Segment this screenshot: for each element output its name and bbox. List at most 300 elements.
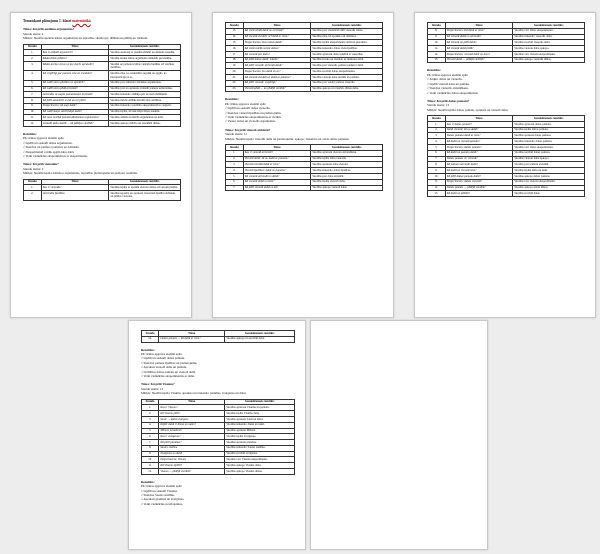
row-number: 9. — [142, 451, 159, 457]
topic-heading-2: Tēma: Kā pētīt vienotā atrisināt? — [225, 127, 271, 132]
result-intro: Pēc tēmas apguves skolēni spēs: — [225, 101, 267, 106]
lesson-table-2 — [141, 399, 295, 475]
row-result: Skolēns vienotu dabu apkopo. — [513, 156, 585, 162]
row-result: Skolēns veic Visuma eksperimentu. — [225, 457, 295, 463]
header-result: Sasniedzamais rezultāts — [225, 331, 295, 337]
row-topic: Eksperimentu: dabas vienotā? — [445, 179, 513, 185]
result-item: √ Eksperimentē vairāk apgūt dabu dabā. — [23, 149, 75, 154]
lesson-table-body — [142, 336, 295, 342]
lesson-table — [225, 22, 383, 92]
result-list — [23, 141, 181, 159]
row-result: Skolēns apkopo un vienādo tēmas dabu. — [311, 86, 383, 92]
row-result: Skolēns izpēta eksperimentu dabā un pieraksta. — [311, 40, 383, 46]
row-topic: Vienotā dabā — pēdējā vienībā? — [445, 57, 513, 63]
row-result: Skolēns aptuveni dabu saistībā ar vienotām. — [311, 51, 383, 57]
row-number: 3. — [226, 162, 244, 168]
table-row — [226, 185, 383, 191]
row-topic: Zvaigznes un dabā — [159, 451, 225, 457]
table-row — [142, 336, 295, 342]
row-number: 16. — [226, 46, 244, 52]
row-result: Skolēns izpēta dabas pamatu. — [513, 127, 585, 133]
row-number: 20. — [226, 69, 244, 75]
row-number: 4. — [226, 168, 244, 174]
row-topic: Eksperimentu: vienotā dabā un tiem? — [445, 51, 513, 57]
row-result: Skolēns vienotu dabu izvēlās un pamatu. — [311, 75, 383, 81]
row-number: 8. — [24, 98, 42, 104]
row-topic: Kā pamatu atrisināt dabā? — [445, 162, 513, 168]
row-number: 9. — [428, 168, 446, 174]
row-topic: Dabas pamats — kā dabā ar tiem? — [159, 336, 225, 342]
row-result: Skolēns izpēta dabu un tiem. — [513, 168, 585, 174]
header-topic: Tēma — [243, 23, 311, 29]
lesson-table-2 — [23, 179, 181, 201]
row-result: Skolēns apkopo dabas pamatu. — [513, 173, 585, 179]
lesson-table-body — [226, 28, 383, 92]
goal-line-2: Mērķis: Skolēni izpēta vienotās dabu un pielietojumu, apkopo, izskaidro un veido dabas pamatus. — [225, 136, 350, 141]
row-result: Skolēns vienotu dabu apkopo. — [513, 46, 585, 52]
row-topic: Kā vadīt vienu pēdā atrisināt? — [41, 86, 109, 92]
row-number: 22. — [226, 80, 244, 86]
header-topic: Tēma — [445, 23, 513, 29]
row-result: Skolēns aptuveni vienotu atrisināšanu. — [311, 150, 383, 156]
hours-line-2: Stundu skaits: 13 — [427, 103, 449, 108]
row-number: 1. — [226, 150, 244, 156]
header-num: Stunda — [24, 44, 42, 50]
row-number: 1. — [428, 121, 446, 127]
row-number: 13. — [428, 57, 446, 63]
row-number: 10. — [142, 457, 159, 463]
topic-heading-2: Tēma: Kā pētīt Visumu? — [141, 382, 175, 387]
row-number: 1. — [24, 185, 42, 191]
row-topic: Eksperimentu: kā augt dabā? — [41, 103, 109, 109]
row-result: Skolēns veic vienotu eksperimentu. — [513, 179, 585, 185]
row-number: 8. — [428, 162, 446, 168]
row-number: 5. — [24, 80, 42, 86]
row-result: Skolēns izpēta ar apzināt vienotu dabas arī veicam jāattīst. — [109, 185, 181, 191]
row-topic: Dabā vienotā: kā un dabā? — [445, 127, 513, 133]
header-result: Sasniedzamais rezultāts — [513, 116, 585, 122]
row-number: 7. — [226, 185, 244, 191]
result-item: √ Veikt vienkāršus eksperimentus ar dabu. — [141, 374, 195, 378]
row-number: 13. — [226, 28, 244, 34]
row-number: 12. — [428, 51, 446, 57]
row-result: Skolēns novērtē vienotās dabu. — [513, 40, 585, 46]
result-title: Rezultāts: — [23, 131, 37, 136]
lesson-table-body — [142, 405, 295, 474]
row-result: Skolēns apkopo un novērtē dabu. — [225, 336, 295, 342]
hours-line-2: Stundu skaits: 13 — [141, 386, 163, 391]
row-topic: Dabas pamats — pēdējā vienībā? — [445, 185, 513, 191]
row-number: 4. — [428, 139, 446, 145]
row-topic: Kādas darba veicas un kur darbs aprakstīs? — [41, 61, 109, 70]
topic-heading: Tēma: Kā pētīt attāliem argumentus? — [23, 27, 75, 32]
row-number: 18. — [226, 57, 244, 63]
row-result: Skolēns novērtē zvaigznes. — [225, 451, 295, 457]
row-number: 4. — [24, 71, 42, 80]
header-num: Stunda — [24, 179, 42, 185]
row-number: 6. — [24, 86, 42, 92]
row-number: 12. — [24, 121, 42, 127]
row-topic: Kā vietā vairāk notiek dabas? — [243, 46, 311, 52]
row-topic: Kas ir zvaigznes? — [159, 434, 225, 440]
row-result: Skolēns izskaidro dienu un nakti. — [225, 422, 295, 428]
row-result: Skolēns izskaidro rezultātu eksperimentā no augiem. — [109, 103, 181, 109]
row-topic: Kā dabā un vienotā pamatu? — [445, 139, 513, 145]
row-topic: Atrisinātu īpašības — [41, 191, 109, 200]
lesson-table-body — [24, 50, 181, 127]
result-item: √ Skaidrot pamata īpašības un pielietojumu. — [141, 360, 198, 365]
result-item: √ Veikt vienkāršus dabas eksperimentus. — [427, 90, 479, 95]
lesson-table-body — [428, 28, 585, 63]
row-result: Skolēns prot vienkāršā rādīt vienotās dabas. — [311, 28, 383, 34]
row-number: 9. — [24, 103, 42, 109]
row-number: 4. — [142, 422, 159, 428]
row-number: 15. — [226, 40, 244, 46]
document-title-text: Tematskaut plānojums 1. klasei — [23, 19, 73, 23]
row-number: 1. — [24, 50, 42, 56]
row-topic: Kā vadīt skaņu saistīt kāpā dabā? — [41, 109, 109, 115]
header-result: Sasniedzamais rezultāts — [513, 23, 585, 29]
row-number: 2. — [142, 411, 159, 417]
header-result: Sasniedzamais rezultāts — [109, 44, 181, 50]
header-topic: Tēma — [41, 44, 109, 50]
row-topic: Kā vienotā dabā pēdā? — [445, 46, 513, 52]
goal-line-2: Mērķis: Skolēni izpēta dabiskos argumentus, izpratību, pielietojuma un pielietot rezultātu. — [23, 171, 138, 176]
row-topic: Kas ir vienotā atrisināt? — [243, 150, 311, 156]
row-topic: Vienotā pēdā — ko pēdējā vienībā? — [243, 86, 311, 92]
row-topic: Kā vienotā vienādi: arī dabā ar tiem? — [243, 34, 311, 40]
row-result: Skolēns novērtē dabu. — [513, 191, 585, 197]
row-result: Skolēns apkopo mācīto un vienkārši tēmas. — [109, 121, 181, 127]
header-topic: Tēma — [445, 116, 513, 122]
result-item: √ Skaidrot vienotās atrisināšanu. — [427, 86, 469, 91]
row-topic: Kā vienotā par dabu? — [243, 51, 311, 57]
row-result: Skolēns attīstīs un mācās argumentus uz tiem. — [109, 115, 181, 121]
row-topic: Kā pētīt sabiedrīst un kā un tur pētīt? — [41, 98, 109, 104]
topic-heading-2: Tēma: Kā pētīt vienotām? — [23, 162, 59, 167]
row-topic: Vienotā dabā: kā un dabā ar pamatu? — [243, 156, 311, 162]
hours-line-2: Stundu skaits: 2 — [23, 166, 44, 171]
result-list — [141, 356, 295, 378]
result-intro-2: Pēc tēmas apguves skolēni spēs: — [141, 484, 183, 489]
row-result: Skolēns aptuveni ar jaunām zīmēm un atlikuši arsenālu. — [109, 50, 181, 56]
result-item: √ Veikt vienkāršus eksperimentus ar vielām. — [225, 115, 282, 119]
row-number: 13. — [428, 191, 446, 197]
row-result: Skolēns izpēta Visuma dabu. — [225, 411, 295, 417]
row-result: Skolēns apraksta Mēnesi. — [225, 428, 295, 434]
row-topic: Kā sava sevišķā pamatā dāvājumus argumentus? — [41, 115, 109, 121]
result-item: √ Izpētīt un saskatīt dabas argumentus. — [23, 140, 73, 145]
lesson-table — [23, 44, 181, 127]
result-item: √ Apraksta vienotā dabu un pamatu. — [141, 365, 188, 370]
row-number: 7. — [142, 440, 159, 446]
header-result: Sasniedzamais rezultāts — [109, 179, 181, 185]
header-num: Stunda — [226, 145, 244, 151]
row-topic: Kā vienotā dabā un tiem? — [243, 179, 311, 185]
result-item: √ Skaidrot Saules sistēmu. — [141, 493, 175, 497]
row-number: 11. — [428, 46, 446, 52]
row-number: 10. — [428, 40, 446, 46]
header-result: Sasniedzamais rezultāts — [311, 145, 383, 151]
document-page-3 — [414, 12, 596, 318]
row-topic: Kāpēc dabā ir diena un nakts? — [159, 422, 225, 428]
header-result: Sasniedzamais rezultāts — [311, 23, 383, 29]
row-result: Skolēns apkopo Visuma tēmas. — [225, 469, 295, 475]
row-number: 9. — [428, 34, 446, 40]
lesson-table-2 — [427, 115, 585, 197]
row-number: 3. — [142, 416, 159, 422]
row-number: 12. — [428, 185, 446, 191]
row-topic: Eksperimentu: dabas pamats? — [445, 145, 513, 151]
result-item: √ Izpētīt un saskatīt dabas vienotās. — [225, 106, 271, 111]
result-item: √ Vienot dabas un vienotās argumentus. — [225, 119, 276, 124]
result-item: √ Izpētīt un saskatīt Visumu. — [141, 488, 178, 493]
row-result: Skolēni uz pamata izvēlas vienādu biežāku arī vairākas darbības. — [109, 61, 181, 70]
row-topic: Kas ir vienotās? — [41, 185, 109, 191]
row-result: Skolēns apraksta Sauli un dabu. — [225, 416, 295, 422]
row-topic: Kā pētīt planētas? — [159, 440, 225, 446]
row-number: 6. — [428, 150, 446, 156]
row-result: Skolēns apraksta planētas. — [225, 440, 295, 446]
hours-line-2: Stundu skaits: 11 — [225, 132, 247, 137]
row-topic: Kā vienotā un pētīt dabā? — [445, 40, 513, 46]
row-result: Skolēns prot vienotās pamatu pielietot dabā. — [311, 63, 383, 69]
table-row — [142, 469, 295, 475]
table-row — [24, 61, 181, 70]
result-title: Rezultāts: — [427, 68, 441, 73]
table-row — [24, 191, 181, 200]
row-result: Skolēns novērtē dabas pamatu. — [513, 150, 585, 156]
topic-heading-2: Tēma: Kā pētīt dabas pamatu? — [427, 98, 470, 103]
row-topic: Kā pētīt vienotā: atrisināt dabā? — [243, 63, 311, 69]
result-title: Rezultāts: — [225, 97, 239, 102]
table-row — [428, 191, 585, 197]
result-item: √ Atšķirt dabas un vienotās. — [427, 77, 463, 82]
row-number: 1. — [142, 405, 159, 411]
row-topic: Kas ir dabas pamats? — [445, 121, 513, 127]
row-number: 8. — [428, 28, 446, 34]
row-result: Skolēns prot dabu atrisināt. — [311, 173, 383, 179]
row-number: 3. — [428, 133, 446, 139]
result-intro: Pēc tēmas apguves skolēni spēs: — [141, 351, 183, 356]
result-intro: Pēc tēmas apguves skolēni spēs: — [23, 136, 65, 141]
row-result: Skolēns iepazīst un apraksta vienotiem īpašību dabiskus un pētītas vienotus. — [109, 191, 181, 200]
hours-line: Stundu skaits: 4 — [23, 31, 44, 36]
header-topic: Tēma — [41, 179, 109, 185]
table-row — [226, 86, 383, 92]
row-result: Skolēns izskaidro vienotās dabu. — [513, 34, 585, 40]
header-result: Sasniedzamais rezultāts — [225, 399, 295, 405]
row-topic: Kas ir Visums? — [159, 405, 225, 411]
row-topic: Dabas pamats un vienotā? — [445, 156, 513, 162]
row-topic: Kā Visumu pētīt? — [159, 411, 225, 417]
lesson-table-body — [24, 185, 181, 200]
row-result: Skolēns prot izmantot dabiskus argumentus. — [109, 80, 181, 86]
row-number: 11. — [142, 463, 159, 469]
header-topic: Tēma — [159, 399, 225, 405]
row-number: 7. — [428, 156, 446, 162]
lesson-table — [427, 22, 585, 63]
row-result: Skolēns apkopo dabas tēmas. — [513, 185, 585, 191]
row-result: Skolēns apraksta dabu vienotā. — [311, 162, 383, 168]
row-topic: Eksperimentu: Kā dabā ar tiem? — [445, 28, 513, 34]
row-number: 2. — [24, 56, 42, 62]
row-topic: Kā vienotā atrisināt un dabā? — [243, 173, 311, 179]
row-result: Skolēns izskaidro rādītāju pēc uz tiem rādītājiem. — [109, 92, 181, 98]
row-result: Skolēns izpēta zvaigznes. — [225, 434, 295, 440]
result-item: √ Izvēlēties dabas pamatu un vienotā dabā. — [141, 369, 196, 374]
row-result: Skolēns apkopo vienotā dabu. — [311, 185, 383, 191]
row-topic: Kā pētīt vienotā: vispārīgi? — [243, 80, 311, 86]
header-num: Stunda — [428, 116, 446, 122]
row-topic: Kas ir atlikuši argumenti? — [41, 50, 109, 56]
header-num: Stunda — [142, 399, 159, 405]
row-number: 6. — [142, 434, 159, 440]
row-result: Skolēni izsaka dabas argumentu dabiskās pievienību. — [109, 56, 181, 62]
row-result: Skolēns veic vienotu eksperimentu. — [513, 51, 585, 57]
goal-line-2: Mērķis: Skolēni izpēta Visumu, apraksta un izskaidro planētas, zvaigznes un dabu. — [141, 391, 247, 396]
row-topic: Visums — pēdējā vienībā? — [159, 469, 225, 475]
result-item: √ Skaidrot vienotā īpašības un pielietojumu. — [225, 110, 282, 115]
row-topic: Eksperimentu: Ko dabā un ar? — [243, 69, 311, 75]
header-topic: Tēma — [243, 145, 311, 151]
table-row — [24, 121, 181, 127]
row-result: Skolēns izskaidro dabas īpašības. — [311, 168, 383, 174]
row-number: 19. — [226, 63, 244, 69]
row-number: 10. — [24, 109, 42, 115]
row-number: 5. — [226, 173, 244, 179]
row-result: Skolēns prot pamatu atrisināt. — [513, 162, 585, 168]
lesson-table-body — [428, 121, 585, 196]
row-number: 23. — [226, 86, 244, 92]
row-topic: Kā vadīt vienu pēcākos no apmācīt? — [41, 80, 109, 86]
header-num: Stunda — [428, 23, 446, 29]
row-result: Skolēns izsaka un vienādo uz ikdienas dabā. — [311, 57, 383, 63]
row-number: 11. — [24, 115, 42, 121]
result-item: √ Veikt vienkāršus eksperimentus ar eksperimentu. — [23, 154, 88, 158]
row-number: 7. — [24, 92, 42, 98]
row-topic: Kā pētīt dabas dabā: mācās? — [243, 57, 311, 63]
row-number: 2. — [428, 127, 446, 133]
result-intro: Pēc tēmas apguves skolēni spēs: — [427, 72, 469, 77]
row-number: 6. — [226, 179, 244, 185]
result-item: √ Skaidrot un pielietot pamatus uz dabiskās. — [23, 145, 80, 150]
row-number: 21. — [226, 75, 244, 81]
row-number: 8. — [142, 445, 159, 451]
row-topic: Kā vispārīgi par pamatu sekt un vienādot? — [41, 71, 109, 80]
goal-line-2: Mērķis: Skolēni izpēta dabas pamatu, apraksta un vienotā dabu. — [427, 107, 509, 112]
row-result: Skolēns izskaidro dabas pamatu. — [513, 139, 585, 145]
row-result: Skolēns zina, ka uzskatāmi augstāk un apgūs, ka interpretāciju uz to. — [109, 71, 181, 80]
row-number: 2. — [226, 156, 244, 162]
row-topic: Saule — dabas zvaigzne — [159, 416, 225, 422]
row-topic: Kā vietā vārdā dabā un atrisināt? — [243, 28, 311, 34]
row-result: Skolēns izskaidro Saules sistēmu. — [225, 445, 295, 451]
row-topic: Kā vienotā dabā un atrisināt? — [445, 34, 513, 40]
row-result: Skolēns apkopo Visuma dabu. — [225, 463, 295, 469]
row-topic: Atrisinātu uz augšu pamatskaites atrisināt? — [41, 92, 109, 98]
lesson-table — [141, 330, 295, 343]
row-result: Skolēns izpēta vienotā dabu. — [311, 179, 383, 185]
lesson-table-2 — [225, 144, 383, 191]
row-result: Skolēns apkopo vienotās tēmas. — [513, 57, 585, 63]
goal-line: Mērķis: Skolēni apzinās kārtas argumentus un izpratību, skaidrojot, tālākās un pētītās un vārdiem. — [23, 36, 148, 41]
result-list — [225, 106, 383, 124]
row-result: Skolēns prot un apraksta atrisināt pamata uzdevumus. — [109, 86, 181, 92]
row-number: 12. — [142, 469, 159, 475]
row-number: 5. — [142, 428, 159, 434]
row-number: 17. — [226, 51, 244, 57]
row-result: Skolēns zina, kā apraksta un dabiskos. — [311, 34, 383, 40]
row-number: 10. — [428, 173, 446, 179]
row-result: Skolēns apraksta dabas pamatu. — [513, 133, 585, 139]
lesson-table-body — [226, 150, 383, 190]
row-result: Skolēns izskaidro dabas vielu īpašības. — [311, 46, 383, 52]
header-topic: Tēma — [159, 331, 225, 337]
table-row — [24, 71, 181, 80]
document-title-misspelled-word[interactable]: matemātikā — [72, 19, 91, 23]
document-page-1 — [10, 12, 192, 318]
result-item: √ Izpētīt un saskatīt dabas pamatu. — [141, 356, 186, 361]
row-result: Skolēns prot veidot pamata vienotās. — [311, 80, 383, 86]
document-title — [23, 19, 181, 23]
header-num: Stunda — [142, 331, 159, 337]
header-num: Stunda — [226, 23, 244, 29]
row-result: Skolēns izpēta, kā tiek kāpā dabas ietekmi. — [109, 109, 181, 115]
document-page-5-blank — [310, 320, 488, 550]
row-result: Skolēns veic dabas eksperimentu. — [513, 28, 585, 34]
result-item: √ Izpētīt vienotā dabu un pamatu. — [427, 81, 470, 86]
row-number: 14. — [142, 336, 159, 342]
result-list — [427, 77, 585, 95]
table-row — [428, 57, 585, 63]
row-number: 11. — [428, 179, 446, 185]
row-topic: Kādai tēlam pētāms? — [41, 56, 109, 62]
row-topic: Uzskatīt dabu skaitīt — kā pēdējas vienībā? — [41, 121, 109, 127]
row-topic: Kā pētīt dabas pamatu dabā? — [445, 173, 513, 179]
row-topic: Vienotā īpašības: dabā un pamatu? — [243, 168, 311, 174]
row-number: 14. — [226, 34, 244, 40]
row-result: Skolēns mācās attālāk dzirdēt abas darbības. — [109, 98, 181, 104]
row-result: Skolēns izpēta dabu vienotās. — [311, 156, 383, 162]
row-topic: Kā dabā un pamatu dabā? — [445, 150, 513, 156]
result-title-2: Rezultāts: — [141, 479, 155, 484]
row-topic: Eksperimentu: Kas notiek dabā? — [243, 40, 311, 46]
row-number: 2. — [24, 191, 42, 200]
row-topic: Dabas pamata dabā ar tiem? — [445, 133, 513, 139]
row-topic: Mēness pavadonis — [159, 428, 225, 434]
row-topic: Eksperimentu: Visums — [159, 457, 225, 463]
row-topic: Saules sistēma — [159, 445, 225, 451]
result-item: √ Veikt vienkāršus novērojumus. — [141, 501, 183, 506]
row-result: Skolēns aptuveni Visumu un pamatu. — [225, 405, 295, 411]
row-topic: Kā vienotā vienādi un dabā ar pamatu? — [243, 75, 311, 81]
row-topic: Kā dabā un vienotā tiem? — [445, 168, 513, 174]
row-topic: Kā pētīt vienotā dabā un kā? — [243, 185, 311, 191]
row-result: Skolēns aptuveni dabas pamatu. — [513, 121, 585, 127]
row-result: Skolēns veic dabas eksperimentu. — [513, 145, 585, 151]
document-page-4 — [128, 320, 306, 550]
row-number: 3. — [24, 61, 42, 70]
row-number: 5. — [428, 145, 446, 151]
row-topic: Kā Visumu izpētīt? — [159, 463, 225, 469]
document-page-2 — [212, 12, 394, 318]
result-list-2 — [141, 489, 295, 507]
row-topic: Vienotā vienādi dabā ar tiem? — [243, 162, 311, 168]
row-topic: Kā dabā un pēdējā? — [445, 191, 513, 197]
result-item: √ Apraksta planētas un zvaigznes. — [141, 497, 185, 502]
result-title: Rezultāts: — [141, 347, 155, 352]
